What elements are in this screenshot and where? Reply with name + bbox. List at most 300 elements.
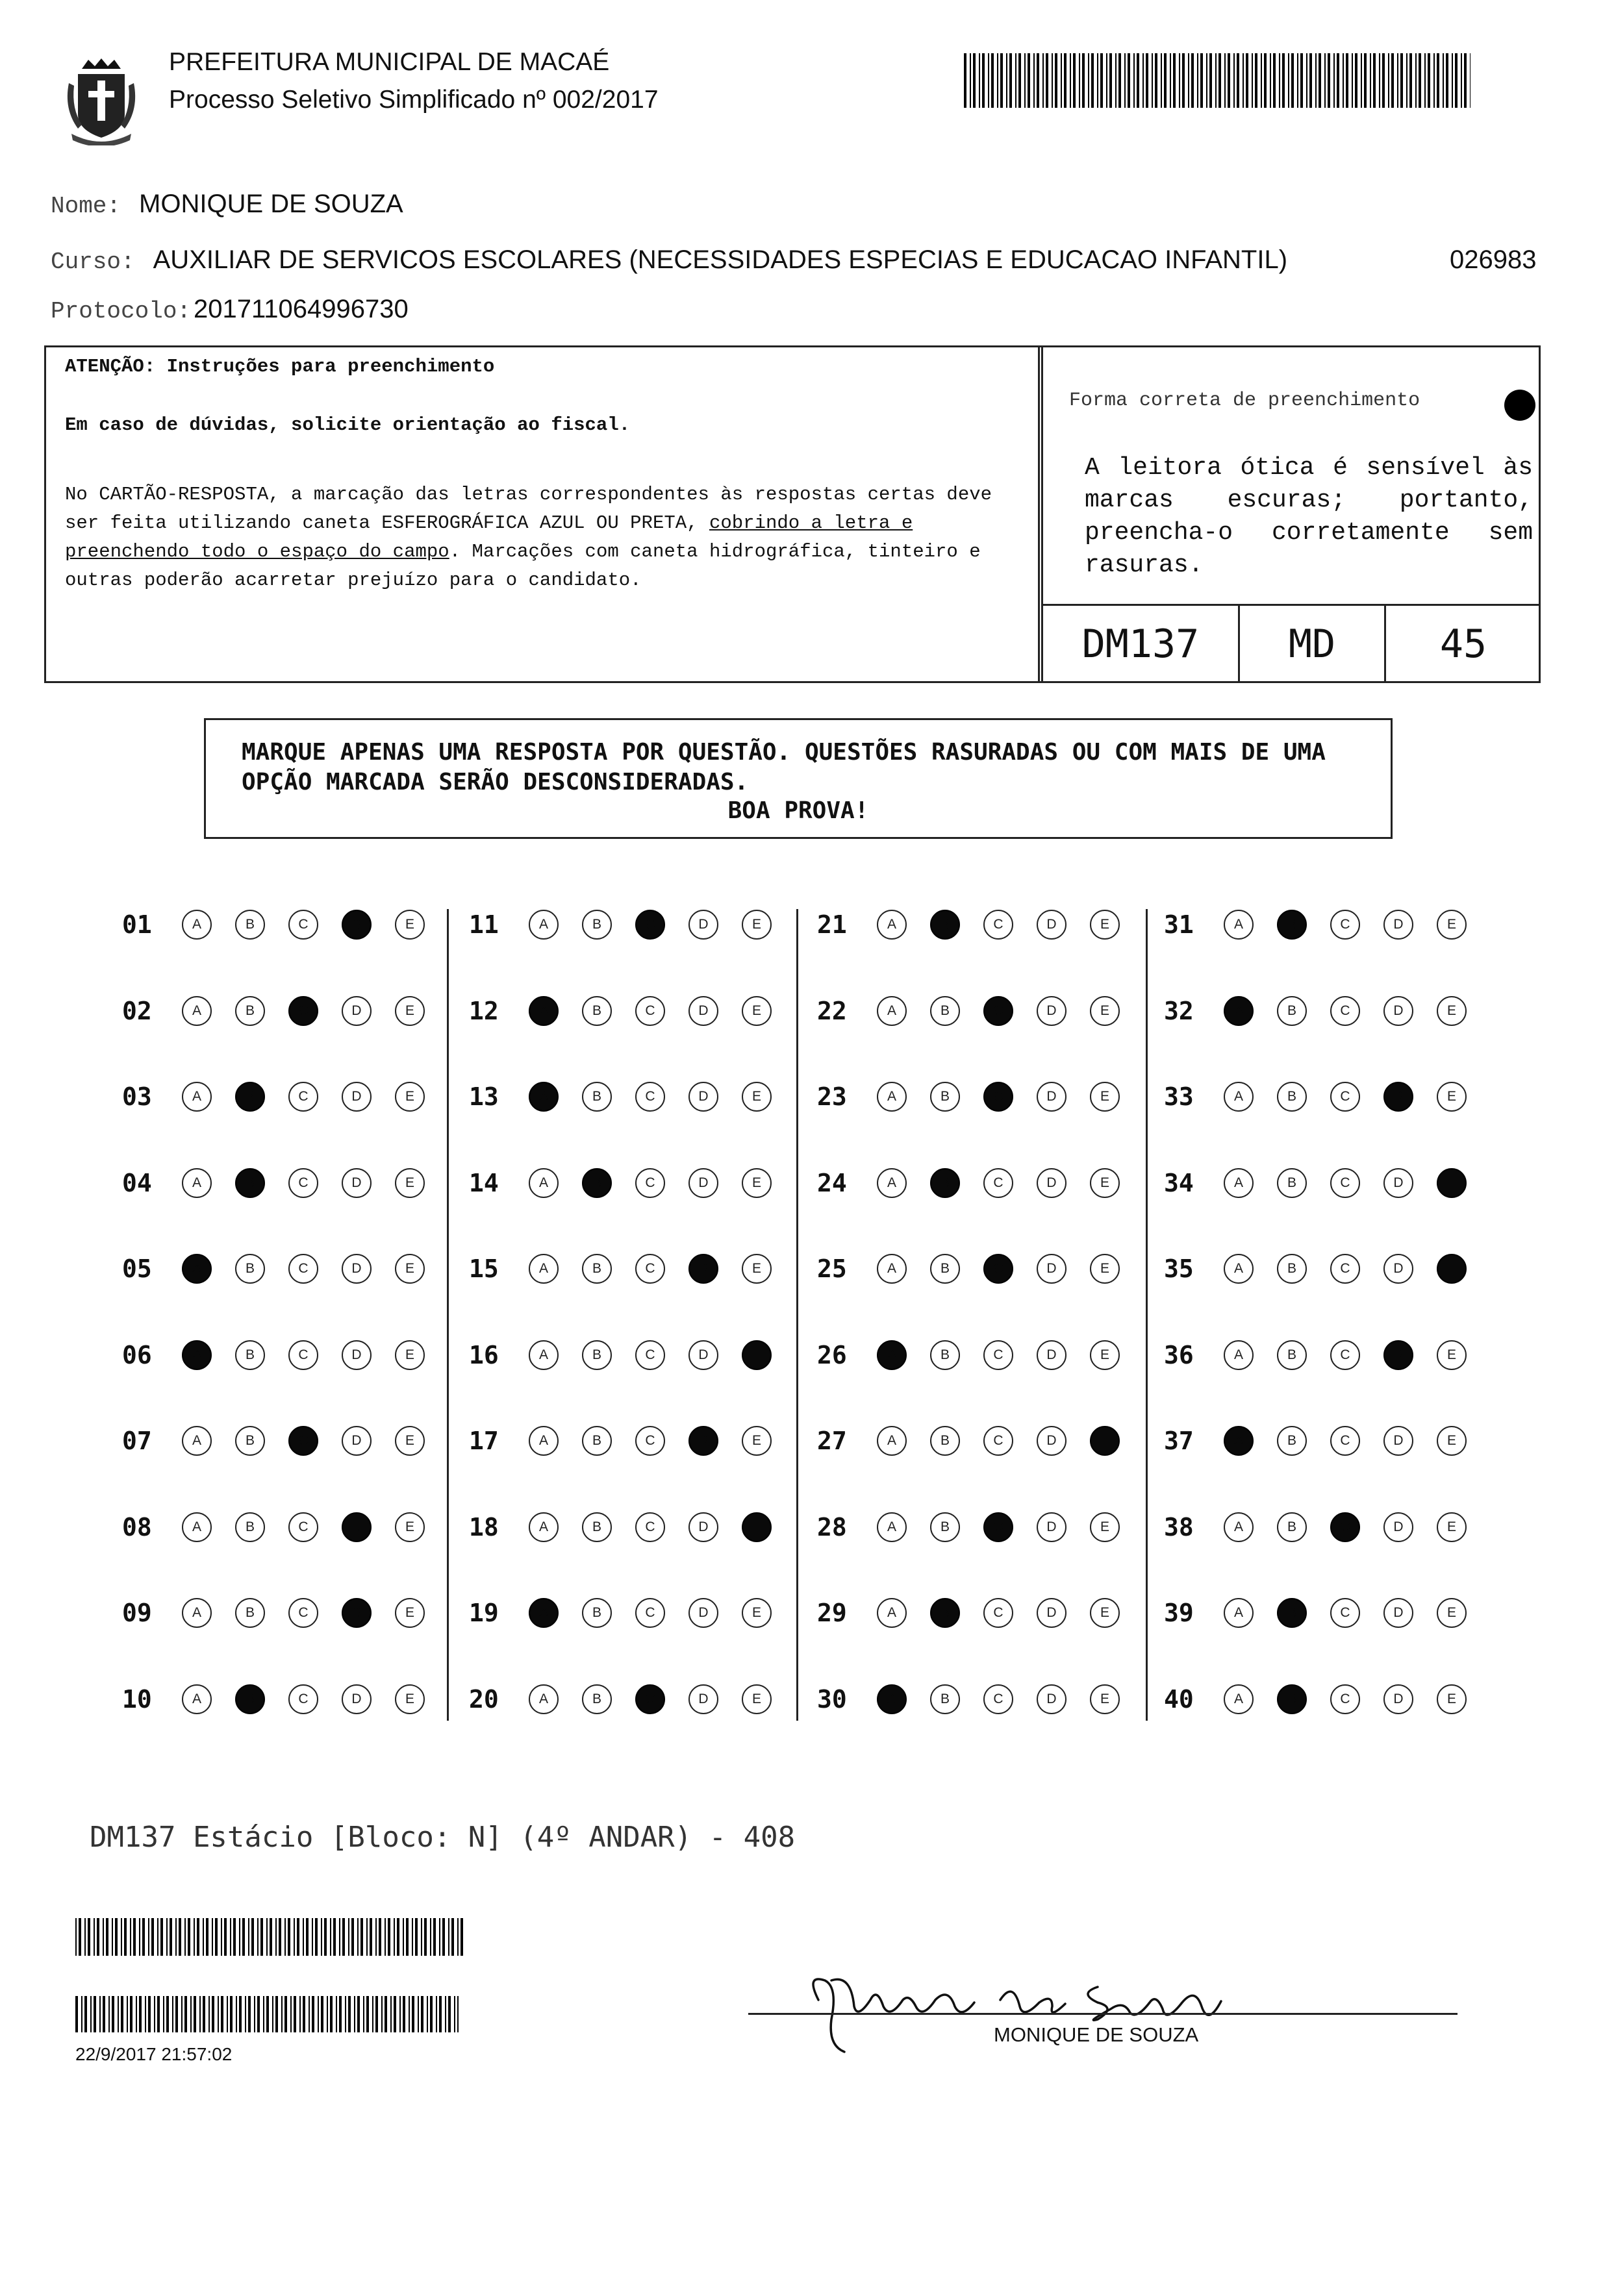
question-row [122, 993, 448, 1029]
answer-bubble-c[interactable]: C [1330, 996, 1360, 1026]
answer-bubble-b[interactable]: B [1277, 1082, 1307, 1112]
answer-bubble-c[interactable]: C [983, 1340, 1013, 1370]
barcode-bar [1052, 53, 1053, 108]
question-row [817, 1079, 1143, 1115]
barcode-bar [375, 1996, 378, 2032]
barcode-bar [239, 1918, 240, 1956]
answer-bubble-a[interactable]: A [877, 1254, 907, 1284]
answer-bubble-a[interactable]: A [182, 910, 212, 940]
answer-bubble-c[interactable]: C [635, 1598, 665, 1628]
print-datetime: 22/9/2017 21:57:02 [75, 2044, 233, 2064]
answer-bubble-a[interactable]: A [182, 1168, 212, 1198]
barcode-bar [284, 1918, 286, 1956]
barcode-bar [339, 1918, 340, 1956]
answer-bubble-b[interactable]: B [930, 996, 960, 1026]
answer-bubble-b[interactable]: B [582, 1684, 612, 1714]
answer-bubble-e[interactable]: E [1437, 1168, 1467, 1198]
answer-bubble-e[interactable]: E [1090, 1254, 1120, 1284]
answer-bubble-c[interactable]: C [288, 1254, 318, 1284]
answer-bubble-d[interactable]: D [1383, 1168, 1413, 1198]
barcode-bar [1379, 53, 1380, 108]
answer-bubble-b[interactable]: B [1277, 996, 1307, 1026]
answer-bubble-b[interactable]: B [582, 1254, 612, 1284]
answer-bubble-c[interactable]: C [635, 1168, 665, 1198]
barcode-bar [263, 1996, 264, 2032]
answer-bubble-b[interactable]: B [235, 1512, 265, 1542]
barcode-bar [208, 1996, 210, 2032]
answer-bubble-a[interactable]: A [1224, 1512, 1254, 1542]
barcode-bar [1100, 53, 1103, 108]
answer-bubble-b[interactable]: B [235, 910, 265, 940]
answer-bubble-b[interactable]: B [582, 1426, 612, 1456]
answer-bubble-d[interactable]: D [1383, 1426, 1413, 1456]
answer-bubble-c[interactable]: C [635, 1684, 665, 1714]
answer-bubble-a[interactable]: A [529, 1340, 559, 1370]
answer-bubble-b[interactable]: B [582, 1512, 612, 1542]
name-row [51, 190, 403, 219]
answer-bubble-a[interactable]: A [529, 1426, 559, 1456]
answer-bubble-e[interactable]: E [1437, 1512, 1467, 1542]
barcode-bar [1433, 53, 1435, 108]
answer-bubble-a[interactable]: A [877, 1512, 907, 1542]
answer-bubble-e[interactable]: E [742, 1512, 772, 1542]
barcode-bar [333, 1918, 336, 1956]
answer-bubble-a[interactable]: A [529, 1254, 559, 1284]
answer-bubble-e[interactable]: E [1437, 996, 1467, 1026]
question-number: 14 [469, 1169, 499, 1197]
answer-bubble-e[interactable]: E [395, 1254, 425, 1284]
answer-bubble-b[interactable]: B [930, 1512, 960, 1542]
barcode-bar [327, 1996, 328, 2032]
barcode-bar [418, 1996, 419, 2032]
barcode-bar [345, 1996, 346, 2032]
answer-bubble-b[interactable]: B [235, 1254, 265, 1284]
answer-bubble-c[interactable]: C [1330, 1684, 1360, 1714]
answer-bubble-d[interactable]: D [342, 1254, 372, 1284]
answer-bubble-e[interactable]: E [742, 1082, 772, 1112]
barcode-bar [108, 1996, 110, 2032]
answer-bubble-e[interactable]: E [1437, 1340, 1467, 1370]
barcode-bar [157, 1996, 160, 2032]
answer-bubble-a[interactable]: A [182, 1512, 212, 1542]
column-separator [796, 909, 798, 1721]
answer-bubble-a[interactable]: A [877, 910, 907, 940]
answer-bubble-e[interactable]: E [1437, 1426, 1467, 1456]
barcode-bar [1124, 53, 1126, 108]
answer-bubble-c[interactable]: C [1330, 1254, 1360, 1284]
question-number: 36 [1164, 1341, 1194, 1369]
answer-bubble-c[interactable]: C [288, 1082, 318, 1112]
answer-bubble-a[interactable]: A [1224, 910, 1254, 940]
answer-bubble-b[interactable]: B [930, 1426, 960, 1456]
barcode-bar [221, 1996, 223, 2032]
answer-bubble-b[interactable]: B [582, 910, 612, 940]
barcode-bar [84, 1996, 87, 2032]
answer-bubble-d[interactable]: D [342, 1598, 372, 1628]
answer-bubble-b[interactable]: B [1277, 1168, 1307, 1198]
answer-bubble-a[interactable]: A [529, 910, 559, 940]
answer-bubble-e[interactable]: E [742, 996, 772, 1026]
answer-bubble-d[interactable]: D [342, 1512, 372, 1542]
answer-bubble-a[interactable]: A [182, 1684, 212, 1714]
answer-bubble-e[interactable]: E [742, 910, 772, 940]
answer-bubble-e[interactable]: E [742, 1254, 772, 1284]
answer-bubble-d[interactable]: D [688, 1340, 718, 1370]
answer-bubble-c[interactable]: C [635, 1426, 665, 1456]
barcode-bar [163, 1996, 164, 2032]
question-row [1164, 1337, 1490, 1373]
answer-bubble-b[interactable]: B [1277, 1684, 1307, 1714]
answer-bubble-a[interactable]: A [529, 1598, 559, 1628]
answer-bubble-d[interactable]: D [1037, 1340, 1067, 1370]
answer-bubble-e[interactable]: E [1090, 996, 1120, 1026]
institution-name: PREFEITURA MUNICIPAL DE MACAÉ [169, 48, 610, 76]
answer-bubble-d[interactable]: D [342, 1168, 372, 1198]
answer-bubble-d[interactable]: D [342, 1426, 372, 1456]
answer-bubble-c[interactable]: C [635, 1340, 665, 1370]
answer-bubble-c[interactable]: C [635, 910, 665, 940]
answer-bubble-d[interactable]: D [1037, 1598, 1067, 1628]
good-luck-text: BOA PROVA! [727, 797, 869, 824]
answer-bubble-c[interactable]: C [635, 996, 665, 1026]
answer-bubble-b[interactable]: B [235, 1340, 265, 1370]
answer-bubble-c[interactable]: C [288, 996, 318, 1026]
answer-bubble-c[interactable]: C [288, 910, 318, 940]
answer-bubble-a[interactable]: A [1224, 1168, 1254, 1198]
barcode-bar [315, 1918, 318, 1956]
answer-bubble-d[interactable]: D [342, 1082, 372, 1112]
answer-bubble-e[interactable]: E [1090, 1512, 1120, 1542]
barcode-bar [154, 1996, 155, 2032]
barcode-bar [1109, 53, 1112, 108]
answer-bubble-e[interactable]: E [395, 1684, 425, 1714]
question-row [1164, 1251, 1490, 1287]
barcode-bar [139, 1918, 140, 1956]
answer-bubble-e[interactable]: E [395, 1082, 425, 1112]
answer-bubble-c[interactable]: C [1330, 1426, 1360, 1456]
question-row [817, 1681, 1143, 1717]
answer-bubble-e[interactable]: E [1437, 1082, 1467, 1112]
answer-bubble-a[interactable]: A [877, 996, 907, 1026]
answer-bubble-b[interactable]: B [930, 1598, 960, 1628]
barcode-bar [103, 1918, 104, 1956]
answer-bubble-d[interactable]: D [1383, 1512, 1413, 1542]
answer-bubble-d[interactable]: D [1037, 996, 1067, 1026]
answer-bubble-b[interactable]: B [1277, 1340, 1307, 1370]
answer-bubble-b[interactable]: B [582, 1340, 612, 1370]
answer-bubble-a[interactable]: A [877, 1340, 907, 1370]
answer-bubble-c[interactable]: C [1330, 1598, 1360, 1628]
question-number: 35 [1164, 1254, 1194, 1283]
answer-bubble-d[interactable]: D [1037, 1168, 1067, 1198]
answer-bubble-c[interactable]: C [288, 1426, 318, 1456]
answer-bubble-d[interactable]: D [1037, 1426, 1067, 1456]
answer-bubble-c[interactable]: C [1330, 1512, 1360, 1542]
answer-bubble-c[interactable]: C [288, 1340, 318, 1370]
answer-bubble-b[interactable]: B [582, 996, 612, 1026]
question-row [817, 906, 1143, 943]
barcode-bar [1455, 53, 1458, 108]
answer-bubble-e[interactable]: E [1090, 1426, 1120, 1456]
answer-bubble-b[interactable]: B [1277, 1512, 1307, 1542]
barcode-bar [248, 1996, 251, 2032]
answer-bubble-d[interactable]: D [1037, 1082, 1067, 1112]
answer-bubble-d[interactable]: D [1383, 910, 1413, 940]
answer-bubble-a[interactable]: A [1224, 1684, 1254, 1714]
protocol-label: Protocolo: [51, 298, 192, 325]
answer-bubble-e[interactable]: E [1090, 1168, 1120, 1198]
answer-bubble-d[interactable]: D [688, 996, 718, 1026]
answer-bubble-c[interactable]: C [983, 1426, 1013, 1456]
answer-bubble-d[interactable]: D [688, 1254, 718, 1284]
answer-bubble-c[interactable]: C [288, 1598, 318, 1628]
answer-bubble-a[interactable]: A [1224, 1254, 1254, 1284]
barcode-bar [394, 1918, 395, 1956]
exam-type-cell: MD [1240, 606, 1386, 683]
course-label: Curso: [51, 249, 135, 275]
answer-bubble-e[interactable]: E [1437, 1598, 1467, 1628]
answer-bubble-d[interactable]: D [688, 1512, 718, 1542]
barcode-bar [1352, 53, 1353, 108]
answer-bubble-e[interactable]: E [1090, 1082, 1120, 1112]
answer-bubble-b[interactable]: B [930, 1082, 960, 1112]
barcode-bar [239, 1996, 242, 2032]
barcode-bar [272, 1996, 273, 2032]
barcode-bar [190, 1996, 192, 2032]
barcode-bar [306, 1918, 309, 1956]
answer-bubble-e[interactable]: E [1437, 910, 1467, 940]
answer-bubble-d[interactable]: D [688, 1684, 718, 1714]
answer-bubble-b[interactable]: B [930, 1684, 960, 1714]
answer-bubble-d[interactable]: D [688, 1168, 718, 1198]
answer-bubble-a[interactable]: A [529, 1684, 559, 1714]
answer-bubble-a[interactable]: A [1224, 1082, 1254, 1112]
barcode-bar [194, 1918, 195, 1956]
barcode-bar [1133, 53, 1135, 108]
answer-bubble-d[interactable]: D [342, 1340, 372, 1370]
answer-bubble-a[interactable]: A [1224, 1340, 1254, 1370]
answer-bubble-b[interactable]: B [1277, 1254, 1307, 1284]
answer-bubble-d[interactable]: D [1383, 996, 1413, 1026]
barcode-bar [1288, 53, 1289, 108]
answer-bubble-c[interactable]: C [1330, 1340, 1360, 1370]
answer-bubble-d[interactable]: D [688, 910, 718, 940]
answer-bubble-a[interactable]: A [529, 996, 559, 1026]
answer-bubble-b[interactable]: B [930, 910, 960, 940]
answer-bubble-c[interactable]: C [983, 1168, 1013, 1198]
answer-bubble-b[interactable]: B [235, 996, 265, 1026]
answer-bubble-e[interactable]: E [395, 1168, 425, 1198]
answer-bubble-c[interactable]: C [1330, 1168, 1360, 1198]
answer-bubble-d[interactable]: D [1383, 1082, 1413, 1112]
answer-bubble-a[interactable]: A [877, 1082, 907, 1112]
answer-bubble-e[interactable]: E [395, 1340, 425, 1370]
barcode-bar [372, 1996, 373, 2032]
barcode-bar [439, 1996, 442, 2032]
answer-bubble-d[interactable]: D [1383, 1684, 1413, 1714]
barcode-bar [1009, 53, 1012, 108]
answer-bubble-c[interactable]: C [288, 1168, 318, 1198]
answer-bubble-b[interactable]: B [1277, 1426, 1307, 1456]
question-number: 23 [817, 1082, 847, 1111]
answer-bubble-d[interactable]: D [1037, 1684, 1067, 1714]
question-number: 32 [1164, 997, 1194, 1025]
answer-bubble-b[interactable]: B [1277, 910, 1307, 940]
answer-bubble-c[interactable]: C [983, 1598, 1013, 1628]
barcode-bar [1270, 53, 1271, 108]
answer-bubble-a[interactable]: A [877, 1426, 907, 1456]
barcode-bar [348, 1996, 351, 2032]
barcode-bar [90, 1996, 92, 2032]
answer-bubble-a[interactable]: A [182, 1254, 212, 1284]
barcode-bar [439, 1918, 440, 1956]
barcode-bar [166, 1996, 169, 2032]
barcode-bar [375, 1918, 377, 1956]
answer-bubble-d[interactable]: D [1383, 1254, 1413, 1284]
answer-bubble-d[interactable]: D [1037, 1512, 1067, 1542]
answer-bubble-a[interactable]: A [182, 996, 212, 1026]
answer-bubble-a[interactable]: A [182, 1340, 212, 1370]
question-number: 31 [1164, 910, 1194, 939]
answer-bubble-e[interactable]: E [395, 1512, 425, 1542]
barcode-bar [1152, 53, 1153, 108]
answer-bubble-d[interactable]: D [1383, 1340, 1413, 1370]
barcode-bar [312, 1918, 313, 1956]
answer-bubble-d[interactable]: D [688, 1598, 718, 1628]
question-number: 27 [817, 1427, 847, 1455]
doubts-note: Em caso de dúvidas, solicite orientação ao fiscal. [65, 414, 631, 436]
barcode-bar [172, 1996, 173, 2032]
answer-bubble-e[interactable]: E [1090, 1340, 1120, 1370]
answer-bubble-d[interactable]: D [1383, 1598, 1413, 1628]
answer-bubble-c[interactable]: C [983, 996, 1013, 1026]
answer-bubble-e[interactable]: E [742, 1684, 772, 1714]
answer-bubble-e[interactable]: E [742, 1598, 772, 1628]
answer-bubble-b[interactable]: B [235, 1598, 265, 1628]
answer-bubble-b[interactable]: B [582, 1168, 612, 1198]
answer-bubble-c[interactable]: C [635, 1512, 665, 1542]
answer-bubble-c[interactable]: C [288, 1684, 318, 1714]
barcode-bar [148, 1918, 149, 1956]
barcode-bar [157, 1918, 158, 1956]
answer-bubble-a[interactable]: A [182, 1598, 212, 1628]
course-code: 026983 [1450, 245, 1537, 274]
barcode-bar [388, 1918, 390, 1956]
answer-bubble-e[interactable]: E [395, 996, 425, 1026]
answer-bubble-b[interactable]: B [235, 1684, 265, 1714]
answer-bubble-a[interactable]: A [1224, 1598, 1254, 1628]
answer-bubble-e[interactable]: E [395, 910, 425, 940]
answer-bubble-d[interactable]: D [688, 1082, 718, 1112]
barcode-bar [151, 1918, 154, 1956]
barcode-bar [288, 1918, 290, 1956]
barcode-bar [1297, 53, 1298, 108]
answer-bubble-d[interactable]: D [688, 1426, 718, 1456]
answer-bubble-b[interactable]: B [1277, 1598, 1307, 1628]
answer-bubble-b[interactable]: B [582, 1598, 612, 1628]
answer-bubble-c[interactable]: C [1330, 1082, 1360, 1112]
barcode-bar [1224, 53, 1226, 108]
answer-bubble-a[interactable]: A [1224, 996, 1254, 1026]
answer-bubble-c[interactable]: C [635, 1254, 665, 1284]
answer-bubble-d[interactable]: D [342, 996, 372, 1026]
answer-bubble-b[interactable]: B [235, 1082, 265, 1112]
answer-bubble-c[interactable]: C [1330, 910, 1360, 940]
answer-bubble-b[interactable]: B [235, 1168, 265, 1198]
answer-bubble-c[interactable]: C [983, 910, 1013, 940]
answer-bubble-b[interactable]: B [235, 1426, 265, 1456]
barcode-bar [121, 1918, 122, 1956]
barcode-bar [430, 1918, 431, 1956]
answer-bubble-e[interactable]: E [395, 1598, 425, 1628]
answer-bubble-a[interactable]: A [1224, 1426, 1254, 1456]
answer-bubble-a[interactable]: A [529, 1512, 559, 1542]
answer-bubble-d[interactable]: D [1037, 910, 1067, 940]
answer-bubble-e[interactable]: E [1090, 1598, 1120, 1628]
answer-bubble-b[interactable]: B [930, 1340, 960, 1370]
answer-bubble-a[interactable]: A [529, 1082, 559, 1112]
answer-bubble-c[interactable]: C [288, 1512, 318, 1542]
barcode-bar [1355, 53, 1357, 108]
answer-bubble-d[interactable]: D [1037, 1254, 1067, 1284]
answer-bubble-c[interactable]: C [983, 1082, 1013, 1112]
answer-bubble-a[interactable]: A [529, 1168, 559, 1198]
answer-bubble-a[interactable]: A [877, 1168, 907, 1198]
answer-bubble-d[interactable]: D [342, 910, 372, 940]
answer-bubble-c[interactable]: C [983, 1512, 1013, 1542]
barcode-bar [1333, 53, 1335, 108]
answer-bubble-b[interactable]: B [582, 1082, 612, 1112]
answer-bubble-c[interactable]: C [983, 1254, 1013, 1284]
answer-bubble-e[interactable]: E [1437, 1684, 1467, 1714]
answer-bubble-a[interactable]: A [877, 1598, 907, 1628]
question-number: 09 [122, 1599, 152, 1627]
barcode-bar [403, 1918, 404, 1956]
answer-bubble-e[interactable]: E [1090, 1684, 1120, 1714]
barcode-bar [230, 1918, 231, 1956]
question-row [469, 1337, 795, 1373]
warning-text: MARQUE APENAS UMA RESPOSTA POR QUESTÃO. QUESTÕES RASURADAS OU COM MAIS DE UMA OPÇÃO MARCADA SERÃO DESCONSIDERADAS. [242, 739, 1326, 795]
question-row [122, 1079, 448, 1115]
answer-bubble-a[interactable]: A [182, 1082, 212, 1112]
answer-bubble-c[interactable]: C [983, 1684, 1013, 1714]
question-row [469, 1251, 795, 1287]
answer-bubble-e[interactable]: E [395, 1426, 425, 1456]
barcode-bar [1164, 53, 1167, 108]
header-barcode [964, 53, 1470, 108]
answer-bubble-e[interactable]: E [742, 1426, 772, 1456]
answer-bubble-d[interactable]: D [342, 1684, 372, 1714]
answer-bubble-a[interactable]: A [182, 1426, 212, 1456]
answer-bubble-e[interactable]: E [742, 1340, 772, 1370]
question-row [1164, 906, 1490, 943]
barcode-bar [997, 53, 998, 108]
answer-bubble-e[interactable]: E [1437, 1254, 1467, 1284]
answer-bubble-b[interactable]: B [930, 1168, 960, 1198]
barcode-bar [124, 1918, 127, 1956]
answer-bubble-b[interactable]: B [930, 1254, 960, 1284]
answer-bubble-a[interactable]: A [877, 1684, 907, 1714]
barcode-bar [254, 1996, 255, 2032]
question-row [122, 1595, 448, 1631]
barcode-bar [1246, 53, 1248, 108]
barcode-bar [1452, 53, 1453, 108]
barcode-bar [118, 1996, 119, 2032]
answer-bubble-e[interactable]: E [742, 1168, 772, 1198]
question-number: 17 [469, 1427, 499, 1455]
answer-bubble-e[interactable]: E [1090, 910, 1120, 940]
answer-bubble-c[interactable]: C [635, 1082, 665, 1112]
